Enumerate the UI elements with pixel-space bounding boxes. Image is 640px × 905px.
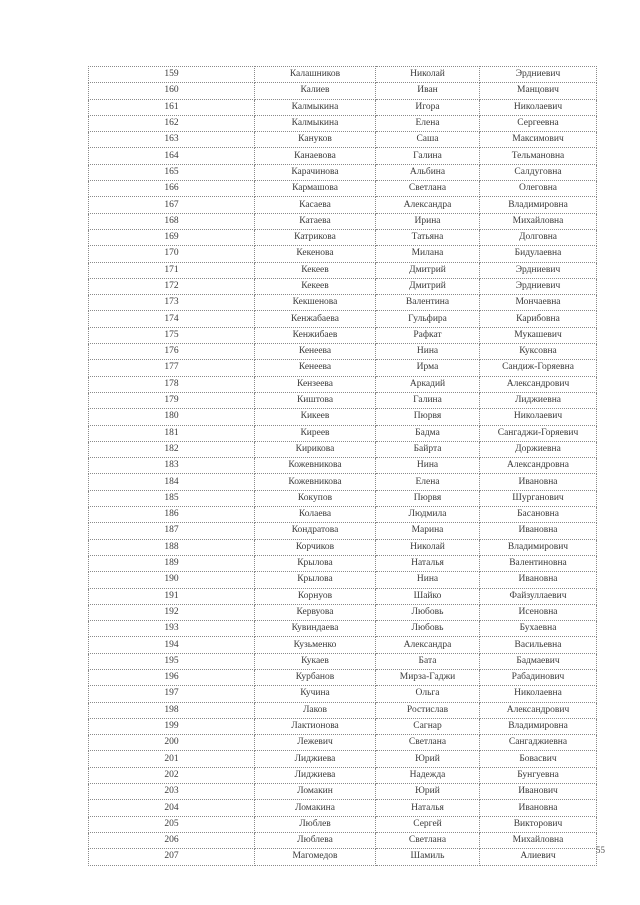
table-row	[89, 816, 597, 832]
row-number-cell: 165	[89, 164, 255, 180]
patronymic-cell: Иванович	[480, 784, 597, 800]
patronymic-cell: Владимирович	[480, 539, 597, 555]
table-row	[89, 246, 597, 262]
last-name-cell: Курбанов	[255, 669, 376, 685]
row-number-cell: 202	[89, 767, 255, 783]
patronymic-cell: Мончаевна	[480, 295, 597, 311]
row-number-cell: 205	[89, 816, 255, 832]
row-number-cell: 178	[89, 376, 255, 392]
last-name-cell: Кенеева	[255, 360, 376, 376]
table-row	[89, 653, 597, 669]
row-number-cell: 191	[89, 588, 255, 604]
table-body	[89, 67, 597, 866]
table-row	[89, 751, 597, 767]
table-row	[89, 572, 597, 588]
patronymic-cell: Бухаевна	[480, 621, 597, 637]
patronymic-cell: Рабадинович	[480, 669, 597, 685]
last-name-cell: Кенжабаева	[255, 311, 376, 327]
last-name-cell: Кенеева	[255, 344, 376, 360]
first-name-cell: Шамиль	[376, 849, 480, 865]
first-name-cell: Альбина	[376, 164, 480, 180]
row-number-cell: 194	[89, 637, 255, 653]
table-row	[89, 490, 597, 506]
patronymic-cell: Максимович	[480, 132, 597, 148]
table-row	[89, 507, 597, 523]
patronymic-cell: Сангаджи-Горяевич	[480, 425, 597, 441]
row-number-cell: 161	[89, 99, 255, 115]
table-row	[89, 849, 597, 865]
last-name-cell: Магомедов	[255, 849, 376, 865]
person-list-table	[88, 66, 597, 866]
first-name-cell: Гульфира	[376, 311, 480, 327]
patronymic-cell: Ивановна	[480, 800, 597, 816]
first-name-cell: Николай	[376, 67, 480, 83]
row-number-cell: 170	[89, 246, 255, 262]
table-row	[89, 311, 597, 327]
last-name-cell: Лаков	[255, 702, 376, 718]
first-name-cell: Нина	[376, 572, 480, 588]
row-number-cell: 160	[89, 83, 255, 99]
patronymic-cell: Александрович	[480, 702, 597, 718]
first-name-cell: Бата	[376, 653, 480, 669]
row-number-cell: 167	[89, 197, 255, 213]
patronymic-cell: Викторович	[480, 816, 597, 832]
patronymic-cell: Николаевна	[480, 686, 597, 702]
first-name-cell: Саша	[376, 132, 480, 148]
table-row	[89, 327, 597, 343]
last-name-cell: Кануков	[255, 132, 376, 148]
first-name-cell: Елена	[376, 115, 480, 131]
table-row	[89, 213, 597, 229]
patronymic-cell: Александрович	[480, 376, 597, 392]
first-name-cell: Шайко	[376, 588, 480, 604]
patronymic-cell: Николаевич	[480, 409, 597, 425]
row-number-cell: 173	[89, 295, 255, 311]
table-row	[89, 474, 597, 490]
row-number-cell: 162	[89, 115, 255, 131]
last-name-cell: Карачинова	[255, 164, 376, 180]
last-name-cell: Кикеев	[255, 409, 376, 425]
last-name-cell: Калмыкина	[255, 115, 376, 131]
first-name-cell: Юрий	[376, 751, 480, 767]
last-name-cell: Крылова	[255, 555, 376, 571]
first-name-cell: Людмила	[376, 507, 480, 523]
last-name-cell: Киреев	[255, 425, 376, 441]
row-number-cell: 171	[89, 262, 255, 278]
patronymic-cell: Доржиевна	[480, 441, 597, 457]
row-number-cell: 192	[89, 604, 255, 620]
first-name-cell: Дмитрий	[376, 278, 480, 294]
patronymic-cell: Бадмаевич	[480, 653, 597, 669]
patronymic-cell: Александровна	[480, 458, 597, 474]
first-name-cell: Нина	[376, 458, 480, 474]
row-number-cell: 183	[89, 458, 255, 474]
last-name-cell: Калиев	[255, 83, 376, 99]
table-row	[89, 67, 597, 83]
last-name-cell: Кекенова	[255, 246, 376, 262]
patronymic-cell: Николаевич	[480, 99, 597, 115]
row-number-cell: 180	[89, 409, 255, 425]
patronymic-cell: Ивановна	[480, 523, 597, 539]
patronymic-cell: Валентиновна	[480, 555, 597, 571]
row-number-cell: 185	[89, 490, 255, 506]
patronymic-cell: Тельмановна	[480, 148, 597, 164]
first-name-cell: Аркадий	[376, 376, 480, 392]
patronymic-cell: Эрдниевич	[480, 67, 597, 83]
first-name-cell: Наталья	[376, 555, 480, 571]
last-name-cell: Лиджиева	[255, 751, 376, 767]
table-row	[89, 718, 597, 734]
last-name-cell: Корчиков	[255, 539, 376, 555]
table-row	[89, 784, 597, 800]
first-name-cell: Елена	[376, 474, 480, 490]
table-row	[89, 669, 597, 685]
first-name-cell: Ростислав	[376, 702, 480, 718]
table-row	[89, 99, 597, 115]
row-number-cell: 201	[89, 751, 255, 767]
row-number-cell: 195	[89, 653, 255, 669]
row-number-cell: 182	[89, 441, 255, 457]
table-row	[89, 539, 597, 555]
last-name-cell: Кокупов	[255, 490, 376, 506]
table-row	[89, 832, 597, 848]
table-row	[89, 197, 597, 213]
last-name-cell: Лежевич	[255, 735, 376, 751]
row-number-cell: 169	[89, 229, 255, 245]
last-name-cell: Касаева	[255, 197, 376, 213]
first-name-cell: Ольга	[376, 686, 480, 702]
row-number-cell: 172	[89, 278, 255, 294]
last-name-cell: Кензеева	[255, 376, 376, 392]
patronymic-cell: Лиджиевна	[480, 392, 597, 408]
last-name-cell: Кожевникова	[255, 474, 376, 490]
first-name-cell: Нина	[376, 344, 480, 360]
patronymic-cell: Карибовна	[480, 311, 597, 327]
table-row	[89, 767, 597, 783]
patronymic-cell: Бунгуевна	[480, 767, 597, 783]
row-number-cell: 159	[89, 67, 255, 83]
last-name-cell: Калашников	[255, 67, 376, 83]
row-number-cell: 176	[89, 344, 255, 360]
first-name-cell: Любовь	[376, 604, 480, 620]
last-name-cell: Кекеев	[255, 262, 376, 278]
row-number-cell: 181	[89, 425, 255, 441]
last-name-cell: Корнуов	[255, 588, 376, 604]
first-name-cell: Валентина	[376, 295, 480, 311]
row-number-cell: 175	[89, 327, 255, 343]
last-name-cell: Ломакина	[255, 800, 376, 816]
table-row	[89, 604, 597, 620]
table-row	[89, 132, 597, 148]
table-row	[89, 523, 597, 539]
table-row	[89, 83, 597, 99]
row-number-cell: 177	[89, 360, 255, 376]
table-row	[89, 621, 597, 637]
first-name-cell: Сергей	[376, 816, 480, 832]
row-number-cell: 199	[89, 718, 255, 734]
patronymic-cell: Бовасвич	[480, 751, 597, 767]
first-name-cell: Светлана	[376, 735, 480, 751]
patronymic-cell: Эрдниевич	[480, 262, 597, 278]
last-name-cell: Лактионова	[255, 718, 376, 734]
patronymic-cell: Куксовна	[480, 344, 597, 360]
first-name-cell: Галина	[376, 148, 480, 164]
first-name-cell: Пюрвя	[376, 409, 480, 425]
patronymic-cell: Мукашевич	[480, 327, 597, 343]
row-number-cell: 188	[89, 539, 255, 555]
row-number-cell: 206	[89, 832, 255, 848]
row-number-cell: 186	[89, 507, 255, 523]
row-number-cell: 196	[89, 669, 255, 685]
last-name-cell: Люблева	[255, 832, 376, 848]
first-name-cell: Пюрвя	[376, 490, 480, 506]
first-name-cell: Александра	[376, 637, 480, 653]
row-number-cell: 164	[89, 148, 255, 164]
first-name-cell: Милана	[376, 246, 480, 262]
patronymic-cell: Владимировна	[480, 718, 597, 734]
row-number-cell: 174	[89, 311, 255, 327]
first-name-cell: Светлана	[376, 181, 480, 197]
first-name-cell: Рафкат	[376, 327, 480, 343]
patronymic-cell: Басановна	[480, 507, 597, 523]
row-number-cell: 197	[89, 686, 255, 702]
first-name-cell: Иван	[376, 83, 480, 99]
last-name-cell: Кожевникова	[255, 458, 376, 474]
patronymic-cell: Михайловна	[480, 213, 597, 229]
patronymic-cell: Михайловна	[480, 832, 597, 848]
last-name-cell: Кучина	[255, 686, 376, 702]
table-row	[89, 702, 597, 718]
patronymic-cell: Файзуллаевич	[480, 588, 597, 604]
last-name-cell: Катаева	[255, 213, 376, 229]
table-row	[89, 425, 597, 441]
last-name-cell: Крылова	[255, 572, 376, 588]
last-name-cell: Киштова	[255, 392, 376, 408]
table-row	[89, 800, 597, 816]
patronymic-cell: Эрдниевич	[480, 278, 597, 294]
first-name-cell: Сагнар	[376, 718, 480, 734]
table-row	[89, 164, 597, 180]
last-name-cell: Катрикова	[255, 229, 376, 245]
last-name-cell: Кекеев	[255, 278, 376, 294]
row-number-cell: 163	[89, 132, 255, 148]
first-name-cell: Николай	[376, 539, 480, 555]
row-number-cell: 203	[89, 784, 255, 800]
last-name-cell: Кузьменко	[255, 637, 376, 653]
first-name-cell: Любовь	[376, 621, 480, 637]
last-name-cell: Кенжибаев	[255, 327, 376, 343]
last-name-cell: Лиджиева	[255, 767, 376, 783]
table-row	[89, 458, 597, 474]
table-row	[89, 735, 597, 751]
last-name-cell: Кондратова	[255, 523, 376, 539]
first-name-cell: Александра	[376, 197, 480, 213]
first-name-cell: Ирина	[376, 213, 480, 229]
table-row	[89, 278, 597, 294]
last-name-cell: Колаева	[255, 507, 376, 523]
row-number-cell: 184	[89, 474, 255, 490]
patronymic-cell: Ивановна	[480, 572, 597, 588]
row-number-cell: 189	[89, 555, 255, 571]
row-number-cell: 168	[89, 213, 255, 229]
table-row	[89, 148, 597, 164]
page-number: 55	[596, 845, 605, 855]
table-row	[89, 115, 597, 131]
first-name-cell: Юрий	[376, 784, 480, 800]
first-name-cell: Ирма	[376, 360, 480, 376]
row-number-cell: 193	[89, 621, 255, 637]
patronymic-cell: Сандиж-Горяевна	[480, 360, 597, 376]
first-name-cell: Надежда	[376, 767, 480, 783]
last-name-cell: Ломакин	[255, 784, 376, 800]
first-name-cell: Светлана	[376, 832, 480, 848]
table-row	[89, 262, 597, 278]
row-number-cell: 204	[89, 800, 255, 816]
row-number-cell: 190	[89, 572, 255, 588]
patronymic-cell: Васильевна	[480, 637, 597, 653]
patronymic-cell: Сангаджиевна	[480, 735, 597, 751]
row-number-cell: 198	[89, 702, 255, 718]
last-name-cell: Люблев	[255, 816, 376, 832]
last-name-cell: Канаевова	[255, 148, 376, 164]
last-name-cell: Кармашова	[255, 181, 376, 197]
first-name-cell: Игора	[376, 99, 480, 115]
table-row	[89, 181, 597, 197]
patronymic-cell: Долговна	[480, 229, 597, 245]
row-number-cell: 166	[89, 181, 255, 197]
first-name-cell: Марина	[376, 523, 480, 539]
last-name-cell: Кекшенова	[255, 295, 376, 311]
last-name-cell: Калмыкина	[255, 99, 376, 115]
row-number-cell: 179	[89, 392, 255, 408]
patronymic-cell: Манцович	[480, 83, 597, 99]
table-row	[89, 344, 597, 360]
first-name-cell: Байрта	[376, 441, 480, 457]
table-row	[89, 360, 597, 376]
first-name-cell: Мирза-Гаджи	[376, 669, 480, 685]
patronymic-cell: Ивановна	[480, 474, 597, 490]
table-row	[89, 392, 597, 408]
first-name-cell: Дмитрий	[376, 262, 480, 278]
last-name-cell: Кукаев	[255, 653, 376, 669]
patronymic-cell: Владимировна	[480, 197, 597, 213]
table-row	[89, 229, 597, 245]
table-row	[89, 409, 597, 425]
row-number-cell: 187	[89, 523, 255, 539]
table-row	[89, 555, 597, 571]
table-row	[89, 686, 597, 702]
patronymic-cell: Бидулаевна	[480, 246, 597, 262]
first-name-cell: Татьяна	[376, 229, 480, 245]
patronymic-cell: Салдуговна	[480, 164, 597, 180]
first-name-cell: Бадма	[376, 425, 480, 441]
patronymic-cell: Шурганович	[480, 490, 597, 506]
patronymic-cell: Исеновна	[480, 604, 597, 620]
table-row	[89, 588, 597, 604]
last-name-cell: Кувиндаева	[255, 621, 376, 637]
patronymic-cell: Сергеевна	[480, 115, 597, 131]
table-row	[89, 295, 597, 311]
row-number-cell: 207	[89, 849, 255, 865]
patronymic-cell: Алиевич	[480, 849, 597, 865]
table-row	[89, 441, 597, 457]
table-row	[89, 376, 597, 392]
first-name-cell: Наталья	[376, 800, 480, 816]
first-name-cell: Галина	[376, 392, 480, 408]
table-row	[89, 637, 597, 653]
row-number-cell: 200	[89, 735, 255, 751]
last-name-cell: Кирикова	[255, 441, 376, 457]
patronymic-cell: Олеговна	[480, 181, 597, 197]
last-name-cell: Кервуова	[255, 604, 376, 620]
